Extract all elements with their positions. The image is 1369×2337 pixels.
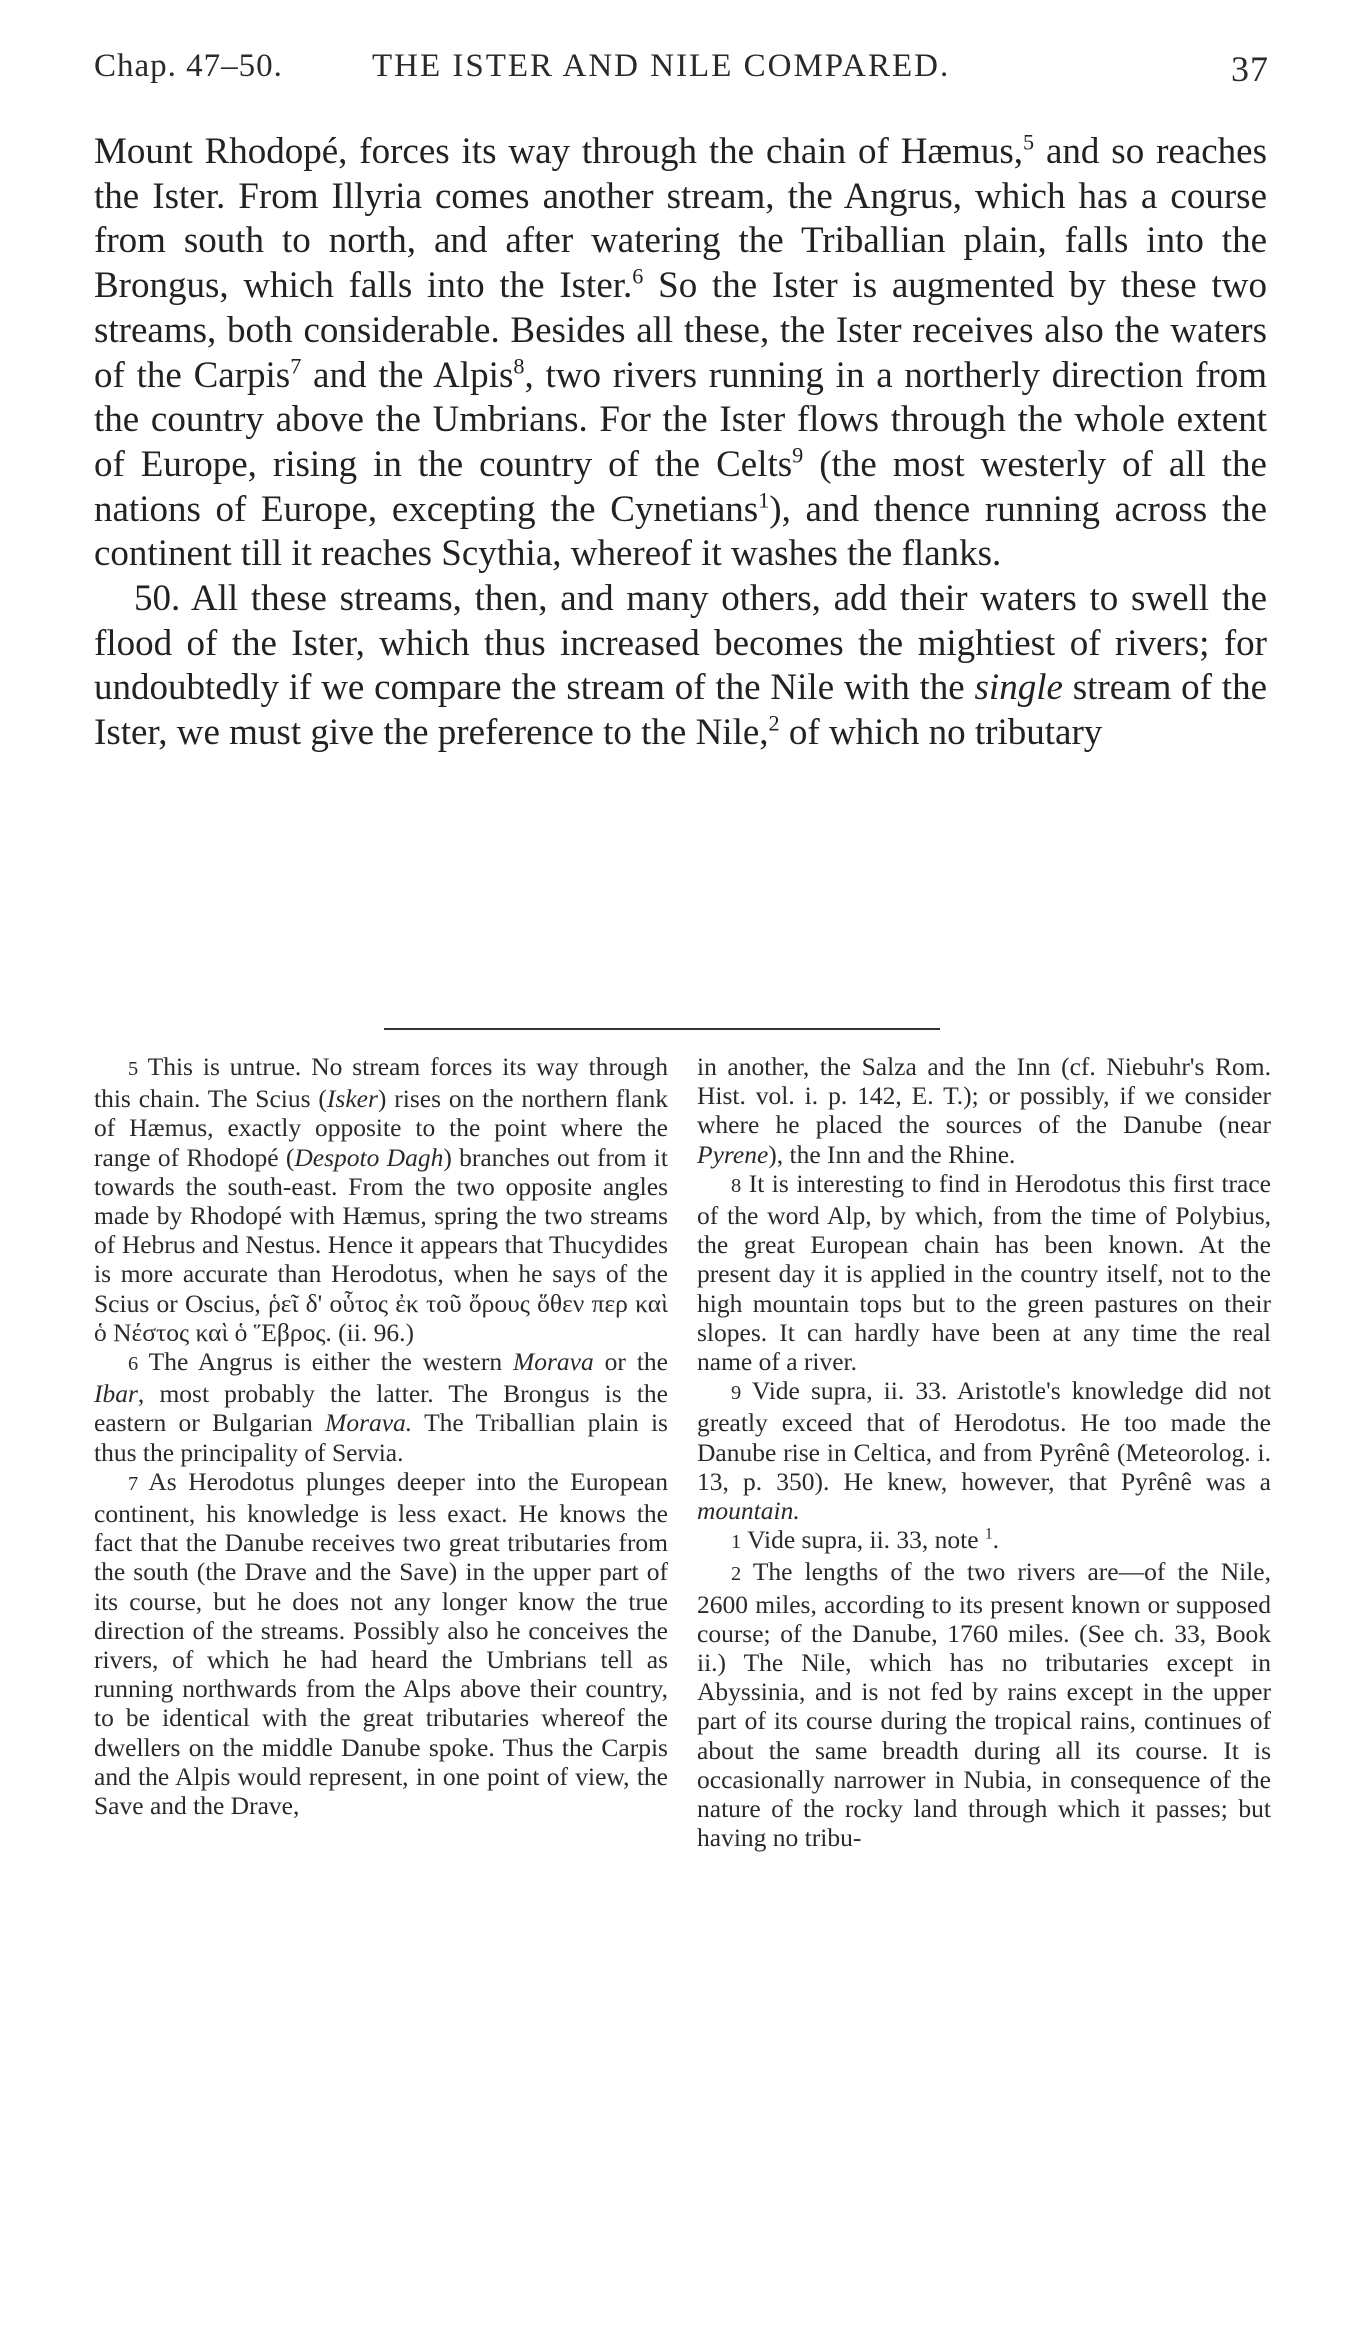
footnote-7-continued	[697, 1052, 1271, 1169]
footnote-9	[697, 1376, 1271, 1525]
italic-run: Isker	[326, 1084, 378, 1114]
footnote-marker: 2	[731, 1563, 742, 1586]
footnote-ref-1[interactable]: 1	[758, 487, 770, 513]
text-run: The Triballian plain is thus the principality of Servia.	[94, 1408, 668, 1467]
footnote-5	[94, 1052, 668, 1347]
text-run: As Herodotus plunges deeper into the European continent, his knowledge is less exact. He knows the fact that the Danube receives two great tributaries from the south (the Drave and the Save) in the upper part of its course, but he does not any longer know the true direction of the streams. Possibly also he conceives the rivers, of which he had heard the Umbrians tell as running northwards from the Alps above their country, to be identical with the great tributaries whereof the dwellers on the middle Danube spoke. Thus the Carpis and the Alpis would represent, in one point of view, the Save and the Drave,	[94, 1466, 668, 1821]
text-run: ) branches out from it towards the south-east. From the two opposite angles made by Rhodopé with Hæmus, spring the two streams of Hebrus and Nestus. Hence it appears that Thucydides is more accurate than Herodotus, when he says of the Scius or Oscius, ῥεῖ δ' οὗτος ἐκ τοῦ ὄρους ὅθεν περ καὶ ὁ Νέστος καὶ ὁ Ἕβρος. (ii. 96.)	[94, 1142, 668, 1347]
page-number: 37	[1231, 49, 1269, 89]
running-title: THE ISTER AND NILE COMPARED.	[372, 48, 951, 84]
footnote-7	[94, 1467, 668, 1820]
text-run: Mount Rhodopé, forces its way through the chain of Hæmus,	[94, 131, 1024, 172]
text-run: The lengths of the two rivers are—of the Nile, 2600 miles, according to its present known or supposed course; of the Danube, 1760 miles. (See ch. 33, Book ii.) The Nile, which has no tributaries except in Abyssinia, and is not fed by rains except in the upper part of its course during the tropical rains, continues of about the same breadth during all its course. It is occasionally narrower in Nubia, in consequence of the nature of the rocky land through which it passes; but having no tribu-	[697, 1557, 1271, 1853]
footnote-1	[697, 1525, 1271, 1557]
italic-run: Morava.	[325, 1408, 413, 1438]
chapter-reference: Chap. 47–50.	[94, 48, 283, 84]
text-run: or the	[593, 1347, 668, 1377]
footnote-marker: 7	[128, 1472, 139, 1495]
text-run: of which no tributary	[779, 712, 1103, 754]
footnote-2	[697, 1557, 1271, 1852]
italic-run: Ibar	[94, 1379, 138, 1409]
italic-run: mountain.	[697, 1496, 800, 1526]
footnote-ref-9[interactable]: 9	[792, 442, 804, 468]
text-run: ) rises on the northern flank of Hæmus, exactly opposite to the point where the range of Rhodopé (	[94, 1084, 669, 1172]
text-run: ), and thence running across the continent till it reaches Scythia, whereof it washes the flanks.	[94, 488, 1267, 575]
text-run: , most probably the latter. The Brongus is the eastern or Bulgarian	[94, 1379, 668, 1438]
text-run: and so reaches the Ister. From Illyria comes another stream, the Angrus, which has a course from south to north, and after watering the Triballian plain, falls into the Brongus, which falls into the Ister.	[94, 131, 1268, 307]
text-run: .	[992, 1525, 999, 1555]
text-run: , two rivers running in a northerly direction from the country above the Umbrians. For the Ister flows through the whole extent of Europe, rising in the country of the Celts	[94, 354, 1268, 485]
footnote-marker: 5	[128, 1058, 139, 1080]
footnote-ref-6[interactable]: 6	[632, 263, 644, 289]
text-run: 50. All these streams, then, and many others, add their waters to swell the flood of the Ister, which thus increased becomes the mightiest of rivers; for undoubtedly if we compare the stream of the Nile with the	[94, 578, 1267, 709]
text-run: So the Ister is augmented by these two streams, both considerable. Besides all these, the Ister receives also the waters of the Carpis	[94, 265, 1267, 396]
text-run: Vide supra, ii. 33. Aristotle's knowledge did not greatly exceed that of Herodotus. He too made the Danube rise in Celtica, and from Pyrênê (Meteorolog. i. 13, p. 350). He knew, however, that Pyrênê was a	[697, 1376, 1271, 1496]
text-run: and the Alpis	[301, 354, 514, 396]
footnote-ref-7[interactable]: 7	[290, 353, 302, 379]
footnotes-left-column	[94, 1052, 668, 1820]
paragraph-50	[94, 577, 1267, 756]
footnote-marker: 9	[731, 1382, 742, 1405]
footnote-ref-5[interactable]: 5	[1023, 129, 1035, 155]
text-run: The Angrus is either the western	[138, 1347, 514, 1377]
text-run: Vide supra, ii. 33, note	[741, 1525, 985, 1555]
text-run: stream of the Ister, we must give the preference to the Nile,	[94, 667, 1267, 754]
italic-run: Morava	[513, 1347, 594, 1377]
running-head	[94, 48, 1269, 96]
footnotes-right-column	[697, 1052, 1271, 1852]
footnote-ref-8[interactable]: 8	[513, 353, 525, 379]
footnote-divider	[384, 1028, 940, 1030]
emphasis-single: single	[974, 667, 1063, 709]
note-ref: 1	[984, 1525, 993, 1543]
footnote-marker: 8	[731, 1174, 742, 1197]
text-run: It is interesting to find in Herodotus this first trace of the word Alp, by which, from the time of Polybius, the great European chain has been known. At the present day it is applied in the country itself, not to the high mountain tops but to the green pastures on their slopes. It can hardly have been at any time the real name of a river.	[697, 1168, 1271, 1377]
text-run: (the most westerly of all the nations of Europe, excepting the Cynetians	[94, 443, 1267, 530]
italic-run: Despoto Dagh	[294, 1142, 444, 1172]
paragraph-continuation	[94, 130, 1267, 577]
footnote-ref-2[interactable]: 2	[768, 710, 780, 736]
text-run: ), the Inn and the Rhine.	[768, 1139, 1016, 1169]
text-run: This is untrue. No stream forces its way through this chain. The Scius (	[94, 1052, 668, 1114]
footnote-6	[94, 1347, 668, 1467]
text-run: in another, the Salza and the Inn (cf. Niebuhr's Rom. Hist. vol. i. p. 142, E. T.); or possibly, if we consider where he placed the sources of the Danube (near	[697, 1052, 1271, 1140]
footnote-marker: 1	[731, 1531, 742, 1554]
footnote-marker: 6	[128, 1353, 139, 1376]
italic-run: Pyrene	[697, 1139, 769, 1169]
footnote-8	[697, 1169, 1271, 1376]
main-text	[94, 130, 1267, 756]
